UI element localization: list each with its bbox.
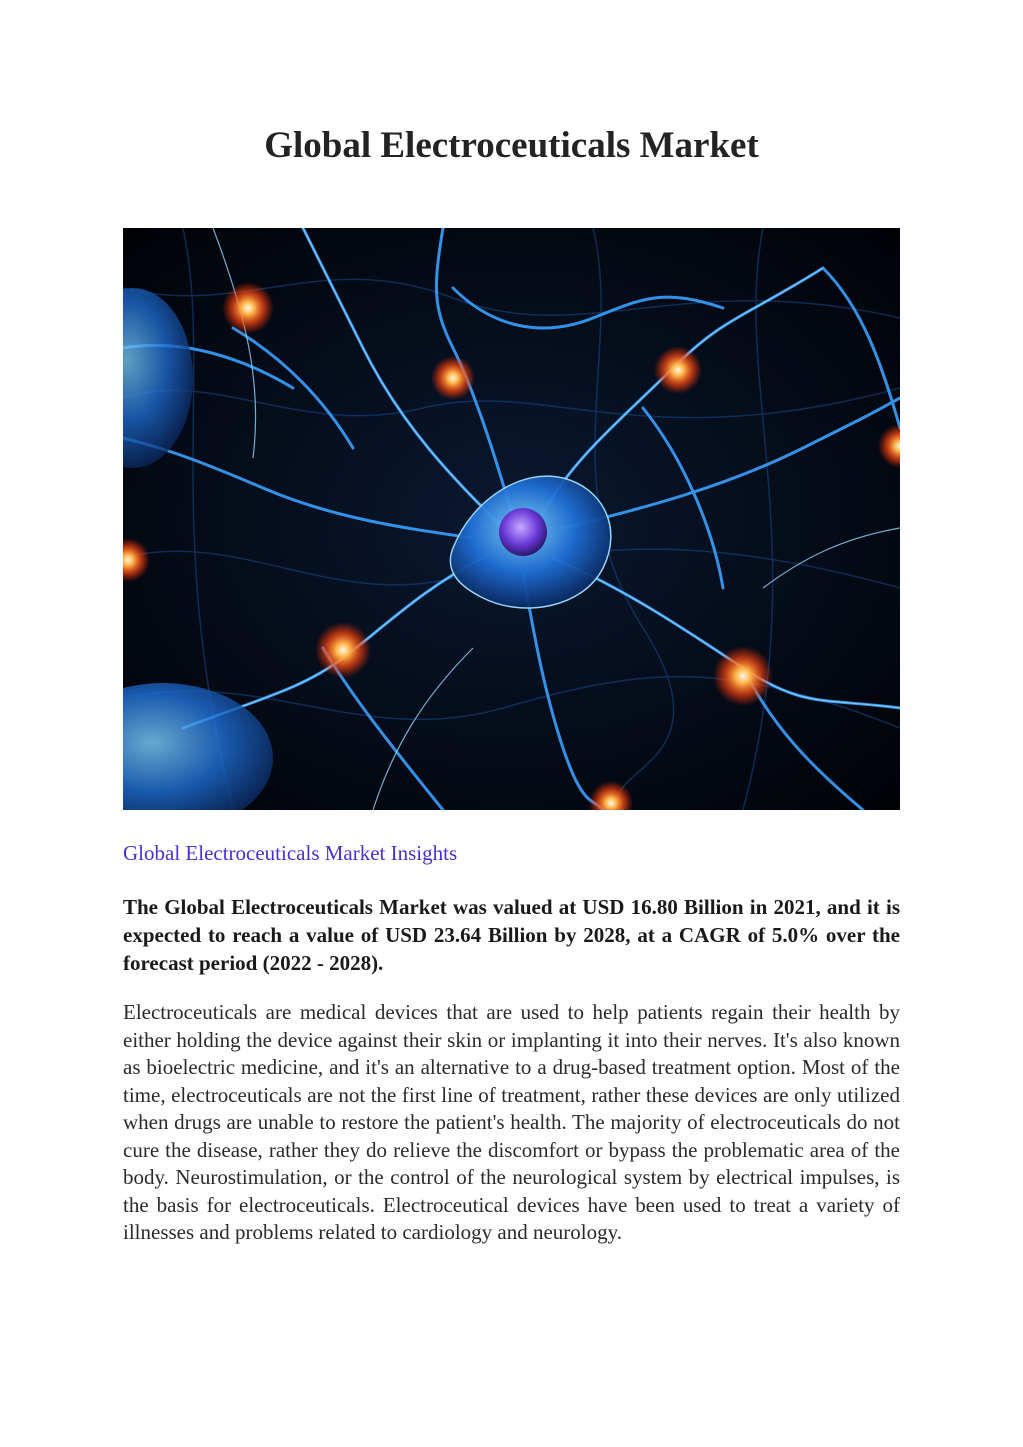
neuron-network-image [123, 228, 900, 810]
market-summary-paragraph: The Global Electroceuticals Market was valued at USD 16.80 Billion in 2021, and it is expected to reach a value of USD 23.64 Billion by 2028, at a CAGR of 5.0% over the forecast period (2022 - 2028). [123, 895, 900, 975]
neuron-illustration [123, 228, 900, 810]
market-insights-link[interactable]: Global Electroceuticals Market Insights [123, 841, 458, 865]
electroceuticals-description-paragraph: Electroceuticals are medical devices that are used to help patients regain their health by either holding the device against their skin or implanting it into their nerves. It's also known as bioelectric medicine, and it's an alternative to a drug-based treatment option. Most of the time, electroceuticals are not the first line of treatment, rather these devices are only utilized when drugs are unable to restore the patient's health. The majority of electroceuticals do not cure the disease, rather they do relieve the discomfort or bypass the problematic area of the body. Neurostimulation, or the control of the neurological system by electrical impulses, is the basis for electroceuticals. Electroceutical devices have been used to treat a variety of illnesses and problems related to cardiology and neurology. [123, 1000, 900, 1244]
document-title: Global Electroceuticals Market [264, 125, 759, 166]
